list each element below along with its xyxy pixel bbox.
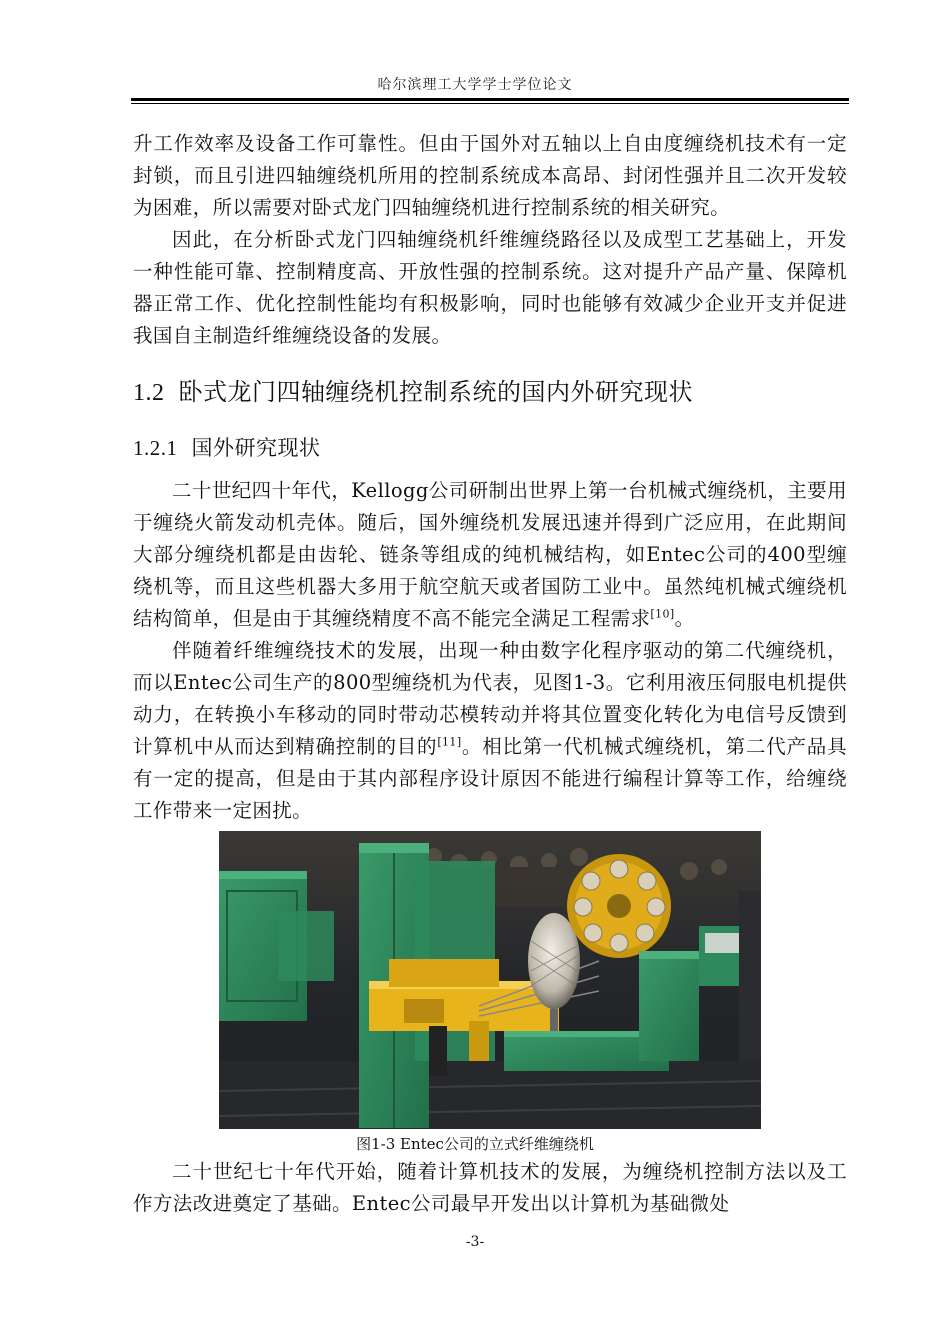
subsection-heading <box>133 431 847 465</box>
citation-link[interactable]: [11] <box>437 735 462 749</box>
citation-link[interactable]: [10] <box>650 607 675 621</box>
figure-image <box>219 831 761 1129</box>
paragraph: 因此，在分析卧式龙门四轴缠绕机纤维缠绕路径以及成型工艺基础上，开发一种性能可靠、控制精度高、开放性强的控制系统。这对提升产品产量、保障机器正常工作、优化控制性能均有积极影响，同时也能够有效减少企业开支并促进我国自主制造纤维缠绕设备的发展。 <box>133 228 847 347</box>
figure-caption: 图1-3 Entec公司的立式纤维缠绕机 <box>356 1135 594 1153</box>
body-text <box>133 128 847 827</box>
paragraph-text: 伴随着纤维缠绕技术的发展，出现一种由数字化程序驱动的第二代缠绕机，而以Entec公司生产的800型缠绕机为代表，见图1-3。它利用液压伺服电机提供动力，在转换小车移动的同时带动芯模转动并将其位置变化转化为电信号反馈到计算机中从而达到精确控制的目的 <box>133 639 847 758</box>
subsection-title: 国外研究现状 <box>191 436 321 460</box>
paragraph-text: 二十世纪四十年代，Kellogg公司研制出世界上第一台机械式缠绕机，主要用于缠绕火箭发动机壳体。随后，国外缠绕机发展迅速并得到广泛应用，在此期间大部分缠绕机都是由齿轮、链条等组成的纯机械结构，如Entec公司的400型缠绕机等，而且这些机器大多用于航空航天或者国防工业中。虽然纯机械式缠绕机结构简单，但是由于其缠绕精度不高不能完全满足工程需求 <box>133 479 847 630</box>
section-title: 卧式龙门四轴缠绕机控制系统的国内外研究现状 <box>178 378 693 406</box>
section-number: 1.2 <box>133 380 165 406</box>
paragraph: 二十世纪七十年代开始，随着计算机技术的发展，为缠绕机控制方法以及工作方法改进奠定了基础。Entec公司最早开发出以计算机为基础微处 <box>133 1160 847 1215</box>
paragraph <box>133 475 847 635</box>
body-text-continued <box>133 1156 847 1220</box>
paragraph-text: 。相比第一代机械式缠绕机，第二代产品具有一定的提高，但是由于其内部程序设计原因不能进行编程计算等工作，给缠绕工作带来一定困扰。 <box>133 735 847 822</box>
section-heading <box>133 372 847 413</box>
winding-machine-photo <box>219 831 761 1129</box>
page-number: -3- <box>465 1234 485 1250</box>
header-rule <box>131 98 849 101</box>
paragraph <box>133 635 847 827</box>
subsection-number: 1.2.1 <box>133 436 178 460</box>
paragraph-text: 。 <box>674 607 695 630</box>
paragraph: 升工作效率及设备工作可靠性。但由于国外对五轴以上自由度缠绕机技术有一定封锁，而且引进四轴缠绕机所用的控制系统成本高昂、封闭性强并且二次开发较为困难，所以需要对卧式龙门四轴缠绕机进行控制系统的相关研究。 <box>133 132 847 219</box>
running-header: 哈尔滨理工大学学士学位论文 <box>377 77 573 93</box>
header-rule-thin <box>131 103 849 104</box>
